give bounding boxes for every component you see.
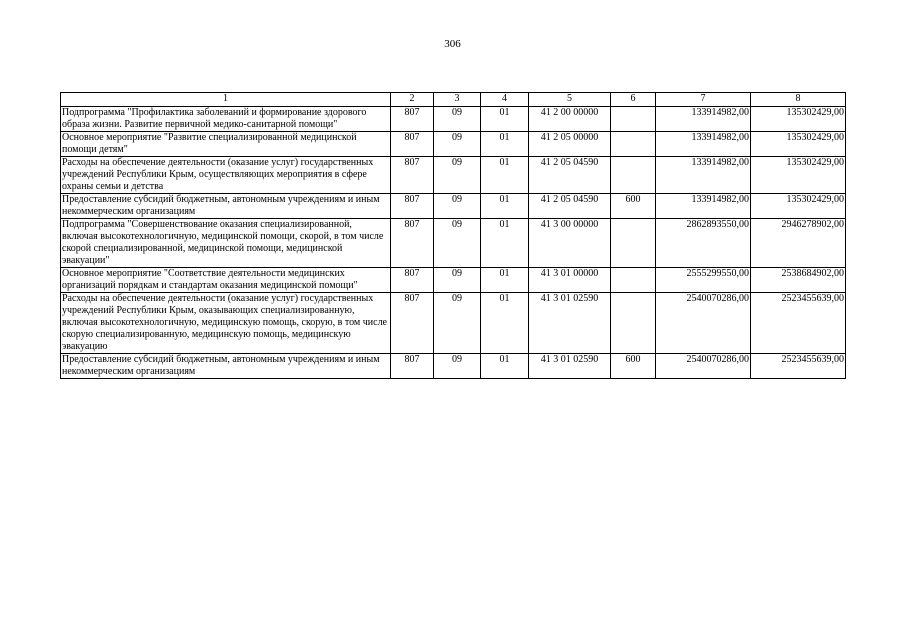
amount-col7: 2862893550,00 bbox=[656, 219, 751, 268]
table-row bbox=[61, 293, 846, 354]
amount-col7: 133914982,00 bbox=[656, 107, 751, 132]
subsection-code: 01 bbox=[481, 157, 529, 194]
expense-type-code bbox=[611, 157, 656, 194]
target-article-code: 41 2 00 00000 bbox=[529, 107, 611, 132]
expense-type-code bbox=[611, 219, 656, 268]
expense-type-code bbox=[611, 132, 656, 157]
section-code: 09 bbox=[434, 107, 481, 132]
section-code: 09 bbox=[434, 268, 481, 293]
amount-col8: 2946278902,00 bbox=[751, 219, 846, 268]
column-header-8: 8 bbox=[751, 93, 846, 107]
amount-col7: 2555299550,00 bbox=[656, 268, 751, 293]
row-description: Расходы на обеспечение деятельности (оказание услуг) государственных учреждений Республики Крым, оказывающих специализированную, включая высокотехнологичную, медицинскую помощь, скорую, в том числе скорую специализированную, медицинскую помощь, медицинскую эвакуацию bbox=[61, 293, 391, 354]
target-article-code: 41 2 05 04590 bbox=[529, 194, 611, 219]
amount-col7: 2540070286,00 bbox=[656, 354, 751, 379]
budget-table bbox=[60, 92, 846, 379]
ministry-code: 807 bbox=[391, 293, 434, 354]
row-description: Основное мероприятие "Соответствие деятельности медицинских организаций порядкам и стандартам оказания медицинской помощи" bbox=[61, 268, 391, 293]
expense-type-code: 600 bbox=[611, 354, 656, 379]
row-description: Предоставление субсидий бюджетным, автономным учреждениям и иным некоммерческим организациям bbox=[61, 194, 391, 219]
column-header-2: 2 bbox=[391, 93, 434, 107]
ministry-code: 807 bbox=[391, 354, 434, 379]
amount-col7: 2540070286,00 bbox=[656, 293, 751, 354]
amount-col7: 133914982,00 bbox=[656, 194, 751, 219]
amount-col7: 133914982,00 bbox=[656, 132, 751, 157]
table-row bbox=[61, 132, 846, 157]
header-row bbox=[61, 93, 846, 107]
ministry-code: 807 bbox=[391, 268, 434, 293]
target-article-code: 41 3 01 00000 bbox=[529, 268, 611, 293]
subsection-code: 01 bbox=[481, 219, 529, 268]
column-header-6: 6 bbox=[611, 93, 656, 107]
subsection-code: 01 bbox=[481, 268, 529, 293]
ministry-code: 807 bbox=[391, 194, 434, 219]
section-code: 09 bbox=[434, 354, 481, 379]
row-description: Основное мероприятие "Развитие специализированной медицинской помощи детям" bbox=[61, 132, 391, 157]
target-article-code: 41 2 05 04590 bbox=[529, 157, 611, 194]
expense-type-code: 600 bbox=[611, 194, 656, 219]
column-header-1: 1 bbox=[61, 93, 391, 107]
ministry-code: 807 bbox=[391, 107, 434, 132]
table-row bbox=[61, 157, 846, 194]
subsection-code: 01 bbox=[481, 293, 529, 354]
amount-col8: 2523455639,00 bbox=[751, 293, 846, 354]
column-header-5: 5 bbox=[529, 93, 611, 107]
target-article-code: 41 3 01 02590 bbox=[529, 293, 611, 354]
amount-col8: 2538684902,00 bbox=[751, 268, 846, 293]
target-article-code: 41 2 05 00000 bbox=[529, 132, 611, 157]
target-article-code: 41 3 00 00000 bbox=[529, 219, 611, 268]
column-header-3: 3 bbox=[434, 93, 481, 107]
amount-col8: 135302429,00 bbox=[751, 107, 846, 132]
section-code: 09 bbox=[434, 219, 481, 268]
expense-type-code bbox=[611, 107, 656, 132]
column-header-7: 7 bbox=[656, 93, 751, 107]
table-row bbox=[61, 268, 846, 293]
table-row bbox=[61, 194, 846, 219]
target-article-code: 41 3 01 02590 bbox=[529, 354, 611, 379]
row-description: Расходы на обеспечение деятельности (оказание услуг) государственных учреждений Республики Крым, осуществляющих мероприятия в сфере охраны семьи и детства bbox=[61, 157, 391, 194]
section-code: 09 bbox=[434, 293, 481, 354]
section-code: 09 bbox=[434, 132, 481, 157]
ministry-code: 807 bbox=[391, 157, 434, 194]
expense-type-code bbox=[611, 293, 656, 354]
amount-col8: 135302429,00 bbox=[751, 157, 846, 194]
amount-col8: 2523455639,00 bbox=[751, 354, 846, 379]
subsection-code: 01 bbox=[481, 354, 529, 379]
amount-col8: 135302429,00 bbox=[751, 132, 846, 157]
column-header-4: 4 bbox=[481, 93, 529, 107]
table-row bbox=[61, 107, 846, 132]
amount-col8: 135302429,00 bbox=[751, 194, 846, 219]
table-row bbox=[61, 219, 846, 268]
subsection-code: 01 bbox=[481, 132, 529, 157]
section-code: 09 bbox=[434, 194, 481, 219]
ministry-code: 807 bbox=[391, 219, 434, 268]
row-description: Подпрограмма "Совершенствование оказания специализированной, включая высокотехнологичную, медицинской помощи, скорой, в том числе скорой специализированной, медицинской помощи, медицинской эвакуации" bbox=[61, 219, 391, 268]
row-description: Подпрограмма "Профилактика заболеваний и формирование здорового образа жизни. Развитие первичной медико-санитарной помощи" bbox=[61, 107, 391, 132]
page-number: 306 bbox=[444, 38, 461, 50]
amount-col7: 133914982,00 bbox=[656, 157, 751, 194]
subsection-code: 01 bbox=[481, 194, 529, 219]
table-row bbox=[61, 354, 846, 379]
expense-type-code bbox=[611, 268, 656, 293]
subsection-code: 01 bbox=[481, 107, 529, 132]
row-description: Предоставление субсидий бюджетным, автономным учреждениям и иным некоммерческим организациям bbox=[61, 354, 391, 379]
section-code: 09 bbox=[434, 157, 481, 194]
ministry-code: 807 bbox=[391, 132, 434, 157]
